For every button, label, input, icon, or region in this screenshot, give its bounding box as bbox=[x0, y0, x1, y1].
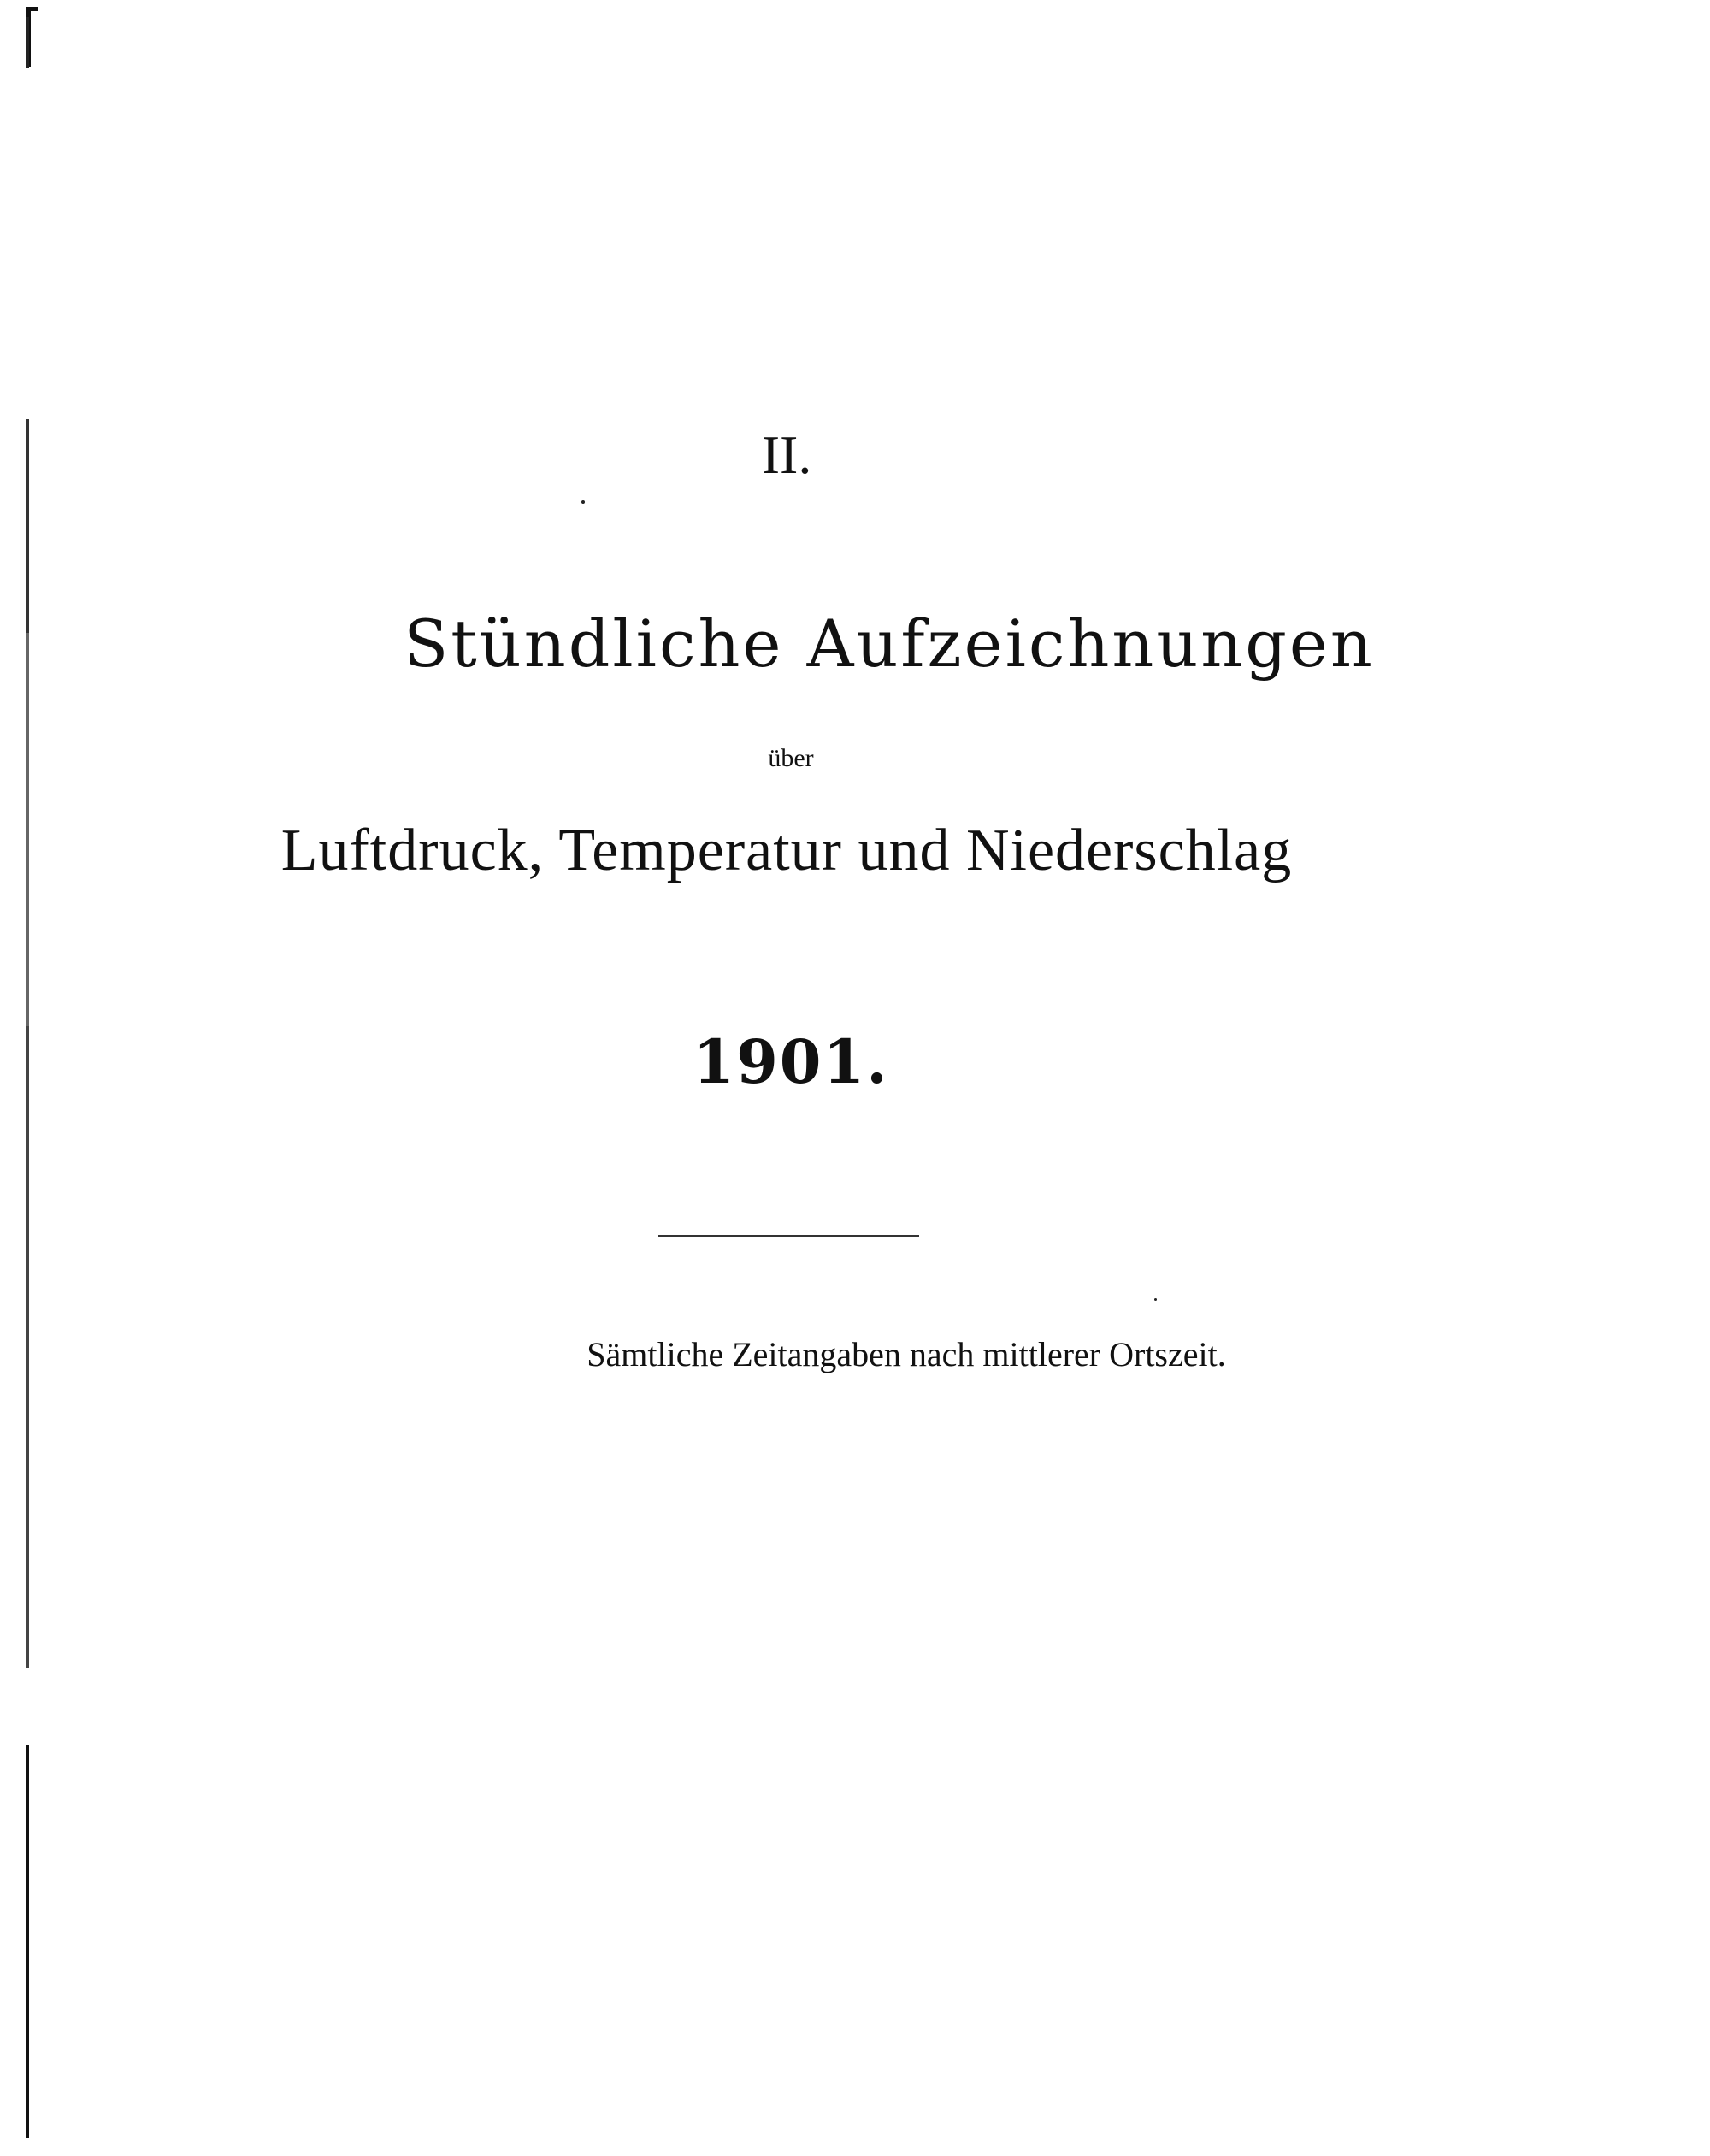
page-title: Stündliche Aufzeichnungen bbox=[404, 605, 1375, 682]
section-number: II. bbox=[761, 424, 812, 485]
divider-rule-top bbox=[658, 1235, 919, 1237]
print-speck bbox=[1154, 1298, 1157, 1301]
page-subtitle: Luftdruck, Temperatur und Niederschlag bbox=[280, 818, 1293, 883]
print-speck bbox=[581, 500, 585, 504]
year-heading: 1901. bbox=[693, 1026, 889, 1097]
time-note: Sämtliche Zeitangaben nach mittlerer Ortszeit. bbox=[587, 1335, 1226, 1373]
title-connector: über bbox=[768, 744, 814, 772]
